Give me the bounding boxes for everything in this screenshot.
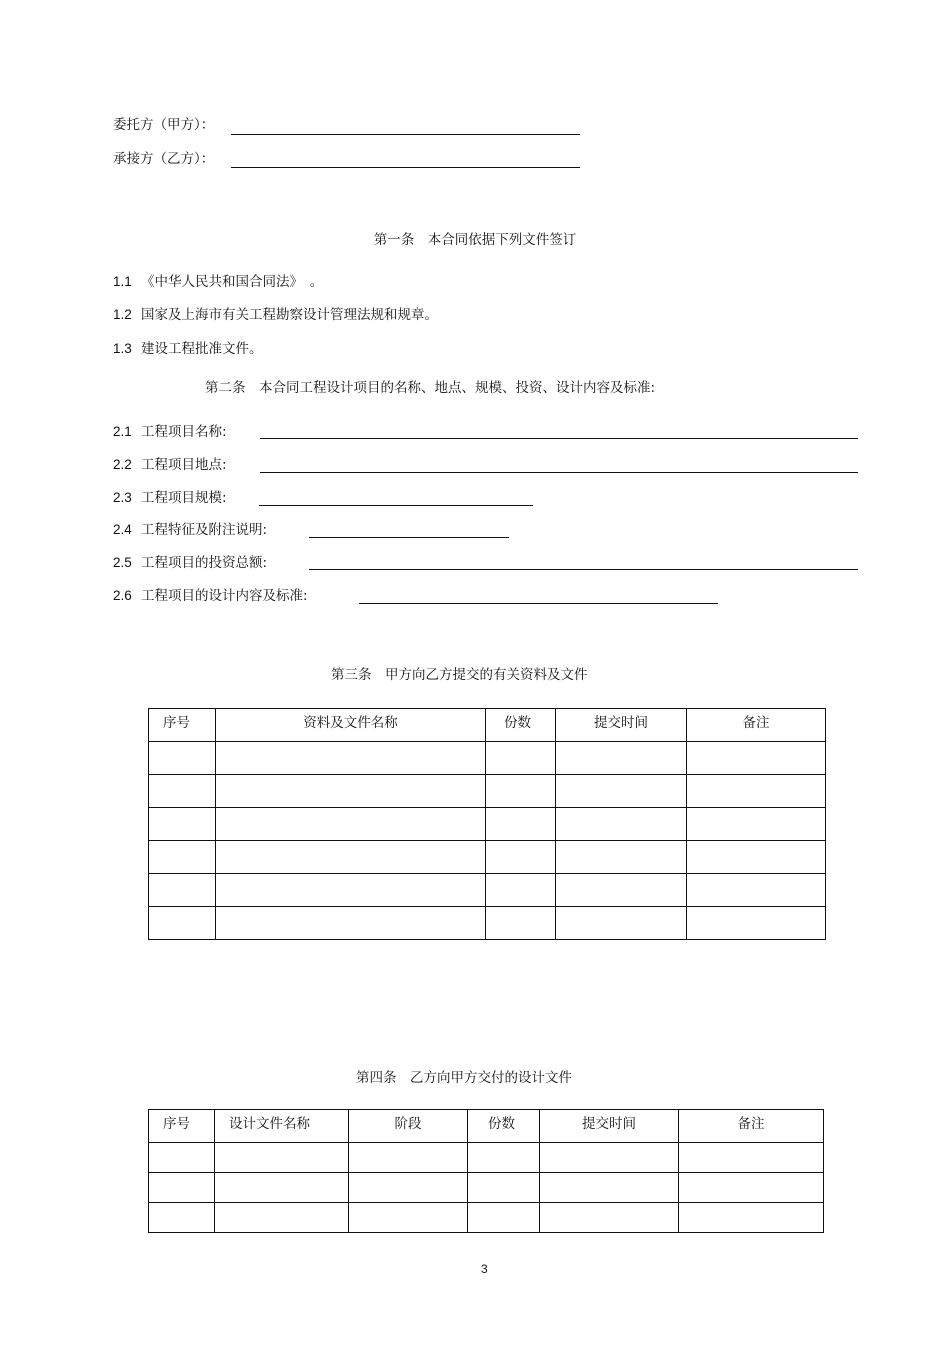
- item-text: 《中华人民共和国合同法》 。: [141, 274, 324, 290]
- header-cell: 份数: [486, 709, 556, 742]
- project-name-fill-line: [260, 438, 858, 439]
- table-cell[interactable]: [216, 841, 486, 874]
- table-cell[interactable]: [149, 1203, 215, 1233]
- table-cell[interactable]: [349, 1203, 468, 1233]
- table-row: [149, 841, 826, 874]
- item-number: 2.1: [113, 424, 132, 439]
- table-cell[interactable]: [349, 1143, 468, 1173]
- project-scale-fill-line: [259, 505, 533, 506]
- item-text: 工程项目名称:: [141, 424, 227, 440]
- table-cell[interactable]: [149, 841, 216, 874]
- article1-item-3: [113, 340, 263, 358]
- table-cell[interactable]: [216, 808, 486, 841]
- table-row: [149, 907, 826, 940]
- item-text: 建设工程批准文件。: [141, 341, 263, 357]
- page-number: 3: [481, 1262, 488, 1276]
- article2-item-1: [113, 423, 227, 441]
- article2-item-4: [113, 521, 267, 539]
- header-cell: 资料及文件名称: [216, 709, 486, 742]
- investment-fill-line: [309, 569, 858, 570]
- table-cell[interactable]: [486, 742, 556, 775]
- table-cell[interactable]: [556, 841, 687, 874]
- table-row: [149, 808, 826, 841]
- item-number: 2.3: [113, 490, 132, 505]
- table-cell[interactable]: [486, 775, 556, 808]
- table-cell[interactable]: [216, 742, 486, 775]
- item-text: 工程特征及附注说明:: [141, 522, 268, 538]
- item-text: 工程项目的设计内容及标准:: [141, 588, 308, 604]
- item-number: 1.1: [113, 274, 132, 289]
- design-content-fill-line: [359, 603, 718, 604]
- article3-table: [148, 708, 826, 940]
- item-number: 2.4: [113, 522, 132, 537]
- article2-item-6: [113, 587, 308, 605]
- article1-item-2: [113, 306, 438, 324]
- item-number: 2.2: [113, 457, 132, 472]
- table-cell[interactable]: [687, 742, 826, 775]
- table-cell[interactable]: [679, 1173, 824, 1203]
- table-cell[interactable]: [468, 1173, 540, 1203]
- item-number: 2.5: [113, 555, 132, 570]
- table-row: [149, 1143, 824, 1173]
- article4-table: [148, 1109, 824, 1233]
- table-row: [149, 742, 826, 775]
- table-cell[interactable]: [687, 841, 826, 874]
- article3-title: 第三条 甲方向乙方提交的有关资料及文件: [331, 667, 588, 683]
- table-cell[interactable]: [149, 1173, 215, 1203]
- header-cell: 阶段: [349, 1110, 468, 1143]
- table-cell[interactable]: [486, 874, 556, 907]
- table-cell[interactable]: [468, 1143, 540, 1173]
- article2-item-3: [113, 489, 227, 507]
- table-cell[interactable]: [216, 775, 486, 808]
- client-label: 委托方（甲方）：: [113, 117, 215, 133]
- table-cell[interactable]: [556, 742, 687, 775]
- table-cell[interactable]: [687, 775, 826, 808]
- header-cell: 备注: [679, 1110, 824, 1143]
- header-cell: 设计文件名称: [215, 1110, 349, 1143]
- project-location-fill-line: [260, 472, 858, 473]
- article1-title: 第一条 本合同依据下列文件签订: [373, 232, 577, 248]
- header-cell: 份数: [468, 1110, 540, 1143]
- contractor-label: 承接方（乙方）：: [113, 151, 215, 167]
- table-cell[interactable]: [149, 742, 216, 775]
- table-cell[interactable]: [149, 775, 216, 808]
- client-fill-line: [231, 134, 580, 135]
- table-header-row: [149, 1110, 824, 1143]
- table-cell[interactable]: [687, 874, 826, 907]
- item-text: 工程项目地点:: [141, 457, 227, 473]
- table-cell[interactable]: [556, 775, 687, 808]
- header-cell: 提交时间: [540, 1110, 679, 1143]
- header-cell: 序号: [149, 1110, 215, 1143]
- table-row: [149, 874, 826, 907]
- item-number: 1.2: [113, 307, 132, 322]
- article4-title: 第四条 乙方向甲方交付的设计文件: [356, 1070, 572, 1086]
- table-cell[interactable]: [679, 1143, 824, 1173]
- table-cell[interactable]: [149, 1143, 215, 1173]
- article2-item-5: [113, 554, 267, 572]
- table-cell[interactable]: [149, 907, 216, 940]
- table-cell[interactable]: [556, 808, 687, 841]
- header-cell: 序号: [149, 709, 216, 742]
- table-cell[interactable]: [215, 1143, 349, 1173]
- contractor-fill-line: [231, 167, 580, 168]
- table-header-row: [149, 709, 826, 742]
- table-cell[interactable]: [556, 874, 687, 907]
- table-cell[interactable]: [215, 1203, 349, 1233]
- article1-item-1: [113, 273, 323, 291]
- item-number: 1.3: [113, 341, 132, 356]
- table-cell[interactable]: [540, 1143, 679, 1173]
- article2-item-2: [113, 456, 227, 474]
- table-cell[interactable]: [486, 907, 556, 940]
- table-cell[interactable]: [486, 841, 556, 874]
- table-cell[interactable]: [216, 874, 486, 907]
- article2-title: 第二条 本合同工程设计项目的名称、地点、规模、投资、设计内容及标准:: [205, 380, 656, 396]
- item-number: 2.6: [113, 588, 132, 603]
- table-cell[interactable]: [486, 808, 556, 841]
- table-cell[interactable]: [468, 1203, 540, 1233]
- table-cell[interactable]: [215, 1173, 349, 1203]
- table-cell[interactable]: [149, 874, 216, 907]
- table-row: [149, 1173, 824, 1203]
- header-cell: 提交时间: [556, 709, 687, 742]
- table-cell[interactable]: [349, 1173, 468, 1203]
- table-cell[interactable]: [216, 907, 486, 940]
- table-cell[interactable]: [687, 808, 826, 841]
- table-cell[interactable]: [149, 808, 216, 841]
- table-cell[interactable]: [540, 1203, 679, 1233]
- features-fill-line: [309, 537, 509, 538]
- table-row: [149, 775, 826, 808]
- item-text: 国家及上海市有关工程勘察设计管理法规和规章。: [141, 307, 438, 323]
- header-cell: 备注: [687, 709, 826, 742]
- item-text: 工程项目规模:: [141, 490, 227, 506]
- table-cell[interactable]: [687, 907, 826, 940]
- table-row: [149, 1203, 824, 1233]
- item-text: 工程项目的投资总额:: [141, 555, 268, 571]
- table-cell[interactable]: [556, 907, 687, 940]
- table-cell[interactable]: [679, 1203, 824, 1233]
- table-cell[interactable]: [540, 1173, 679, 1203]
